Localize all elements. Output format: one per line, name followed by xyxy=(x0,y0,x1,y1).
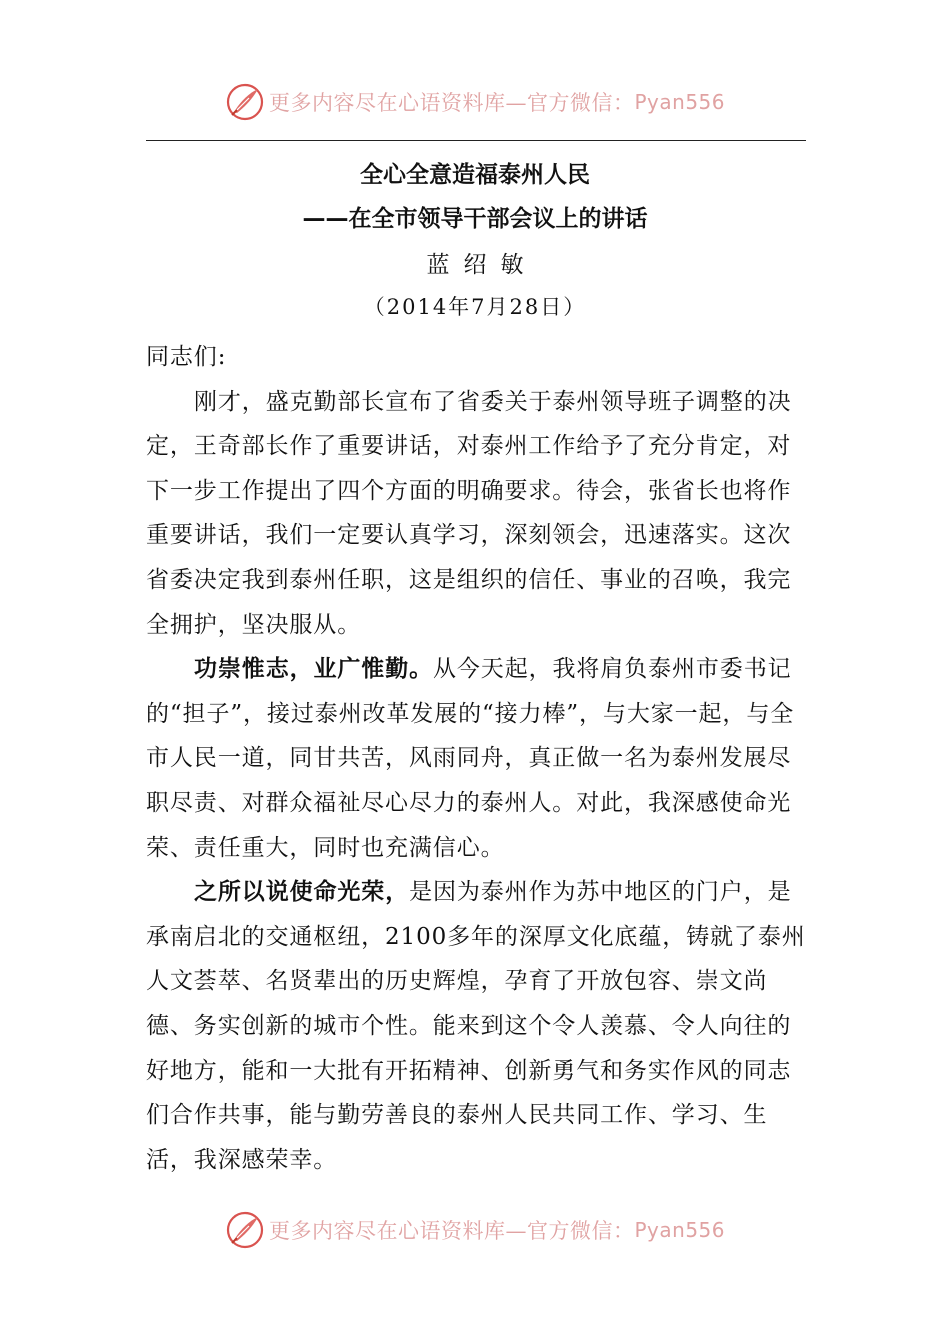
footer-watermark xyxy=(0,1208,950,1252)
paragraph-lead: 功崇惟志，业广惟勤。 xyxy=(194,656,433,683)
watermark-wechat-id: Pyan556 xyxy=(634,1218,725,1242)
speech-date: （2014年7月28日） xyxy=(363,295,587,319)
paragraph-text: 是因为泰州作为苏中地区的门户，是承南启北的交通枢纽，2100多年的深厚文化底蕴，铸就了泰州人文荟萃、名贤辈出的历史辉煌，孕育了开放包容、崇文尚德、务实创新的城市个性。能来到这个令人羡慕、令人向往的好地方，能和一大批有开拓精神、创新勇气和务实作风的同志们合作共事，能与勤劳善良的泰州人民共同工作、学习、生活，我深感荣幸。 xyxy=(146,879,806,1173)
paragraph xyxy=(146,870,806,1182)
speech-body xyxy=(146,335,806,1182)
paragraph-text: 刚才，盛克勤部长宣布了省委关于泰州领导班子调整的决定，王奇部长作了重要讲话，对泰州工作给予了充分肯定，对下一步工作提出了四个方面的明确要求。待会，张省长也将作重要讲话，我们一定要认真学习，深刻领会，迅速落实。这次省委决定我到泰州任职，这是组织的信任、事业的召唤，我完全拥护，坚决服从。 xyxy=(146,388,792,638)
paragraph xyxy=(146,380,806,648)
paragraph-text: 从今天起，我将肩负泰州市委书记的“担子”，接过泰州改革发展的“接力棒”，与大家一起，与全市人民一道，同甘共苦，风雨同舟，真正做一名为泰州发展尽职尽责、对群众福祉尽心尽力的泰州人。对此，我深感使命光荣、责任重大，同时也充满信心。 xyxy=(146,656,795,861)
watermark-text: 更多内容尽在心语资料库—官方微信： xyxy=(268,1219,635,1243)
salutation: 同志们: xyxy=(146,344,227,370)
author-name: 蓝绍敏 xyxy=(426,252,538,278)
header-divider xyxy=(146,140,806,141)
feather-pen-logo-icon xyxy=(225,1210,265,1250)
header-watermark xyxy=(0,80,950,124)
paragraph-lead: 之所以说使命光荣， xyxy=(194,879,410,906)
watermark-wechat-id: Pyan556 xyxy=(634,90,725,114)
speech-subtitle: ——在全市领导干部会议上的讲话 xyxy=(302,206,648,232)
paragraph xyxy=(146,647,806,870)
speech-title: 全心全意造福泰州人民 xyxy=(360,162,590,188)
watermark-text: 更多内容尽在心语资料库—官方微信： xyxy=(268,91,635,115)
feather-pen-logo-icon xyxy=(225,82,265,122)
